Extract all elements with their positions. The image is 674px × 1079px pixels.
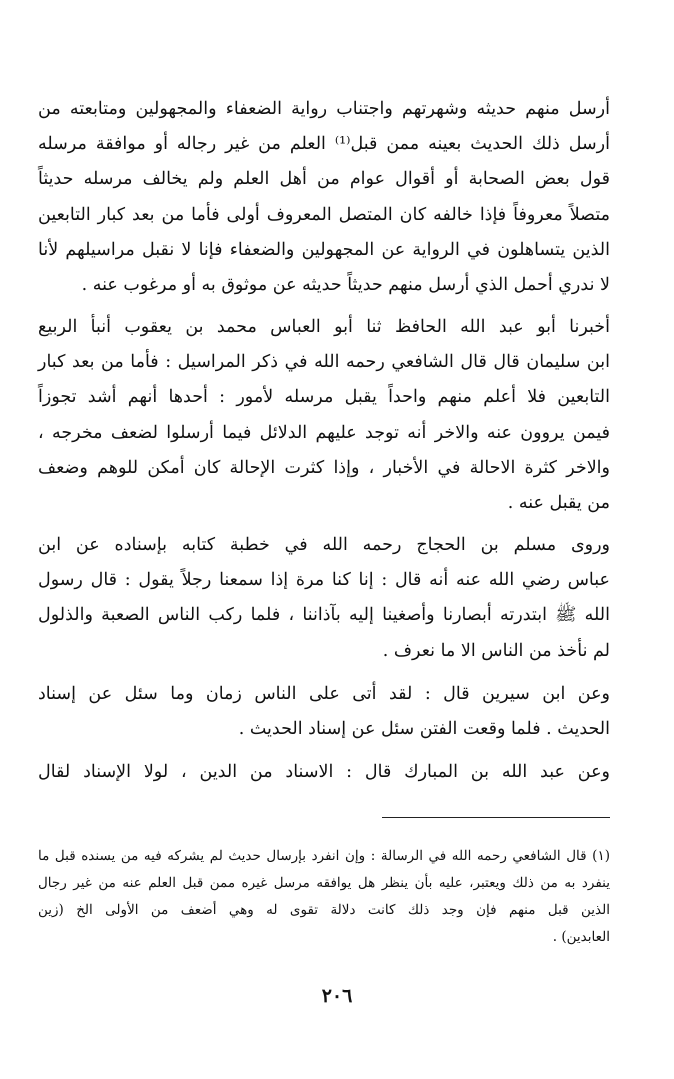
footnote-line: (١) قال الشافعي رحمه الله في الرسالة : وإن انفرد بإرسال حديث لم يشركه فيه من يسنده قبل ما bbox=[38, 848, 610, 864]
text-line: فيمن يروون عنه والاخر أنه توجد عليهم الدلائل فيما أرسلوا لضعف مخرجه ، bbox=[38, 422, 610, 443]
footnote-line: ينفرد به من ذلك ويعتبر، عليه بأن ينظر هل يوافقه مرسل غيره ممن قبل العلم عنه من غير رجال bbox=[38, 875, 610, 891]
paragraph-2 bbox=[38, 310, 610, 521]
text-line: لم نأخذ من الناس الا ما نعرف . bbox=[382, 640, 610, 661]
text-line: أخبرنا أبو عبد الله الحافظ ثنا أبو العباس محمد بن يعقوب أنبأ الربيع bbox=[38, 317, 610, 337]
text-line: أرسل ذلك الحديث بعينه ممن قبل⁽¹⁾ العلم من غير رجاله أو موافقة مرسله bbox=[38, 134, 610, 155]
text-line: الله ﷺ ابتدرته أبصارنا وأصغينا إليه بآذاننا ، فلما ركب الناس الصعبة والذلول bbox=[38, 605, 610, 626]
paragraph-1 bbox=[38, 92, 610, 303]
text-line: ابن سليمان قال قال الشافعي رحمه الله في ذكر المراسيل : فأما من بعد كبار bbox=[38, 352, 610, 373]
text-line: التابعين فلا أعلم منهم واحداً يقبل مرسله لأمور : أحدها أنهم أشد تجوزاً bbox=[38, 387, 610, 408]
text-line: الحديث . فلما وقعت الفتن سئل عن إسناد الحديث . bbox=[238, 719, 610, 740]
text-line: أرسل منهم حديثه وشهرتهم واجتناب رواية الضعفاء والمجهولين ومتابعته من bbox=[38, 99, 610, 119]
paragraph-4 bbox=[38, 677, 610, 747]
text-line: لا ندري أحمل الذي أرسل منهم حديثاً حديثه عن موثوق به أو مرغوب عنه . bbox=[81, 274, 610, 295]
text-line: وعن عبد الله بن المبارك قال : الاسناد من الدين ، لولا الإسناد لقال bbox=[38, 762, 610, 782]
footnote-divider bbox=[382, 817, 610, 818]
text-line: الذين يتساهلون في الرواية عن المجهولين والضعفاء فإنا لا نقبل مراسيلهم لأنا bbox=[38, 239, 610, 260]
text-line: من يقبل عنه . bbox=[507, 492, 610, 513]
footnote-line: الذين قبل منهم فإن وجد ذلك كانت دلالة تقوى له وهي أضعف من الأولى الخ (زين bbox=[38, 902, 610, 918]
text-line: وعن ابن سيرين قال : لقد أتى على الناس زمان وما سئل عن إسناد bbox=[38, 684, 610, 704]
text-line: وروى مسلم بن الحجاج رحمه الله في خطبة كتابه بإسناده عن ابن bbox=[38, 535, 610, 555]
paragraph-3 bbox=[38, 528, 610, 669]
footnote bbox=[38, 843, 610, 951]
page-number: ٢٠٦ bbox=[321, 985, 353, 1007]
text-line: قول بعض الصحابة أو أقوال عوام من أهل العلم ولم يخالف مرسله حديثاً bbox=[38, 169, 610, 190]
paragraph-5 bbox=[38, 755, 610, 790]
text-line: والاخر كثرة الاحالة في الأخبار ، وإذا كثرت الإحالة كان أمكن للوهم وضعف bbox=[38, 457, 610, 478]
text-line: متصلاً معروفاً فإذا خالفه كان المتصل المعروف أولى فأما من بعد كبار التابعين bbox=[38, 204, 610, 225]
footnote-line: العابدين) . bbox=[552, 929, 610, 945]
text-line: عباس رضي الله عنه أنه قال : إنا كنا مرة إذا سمعنا رجلاً يقول : قال رسول bbox=[38, 570, 610, 591]
